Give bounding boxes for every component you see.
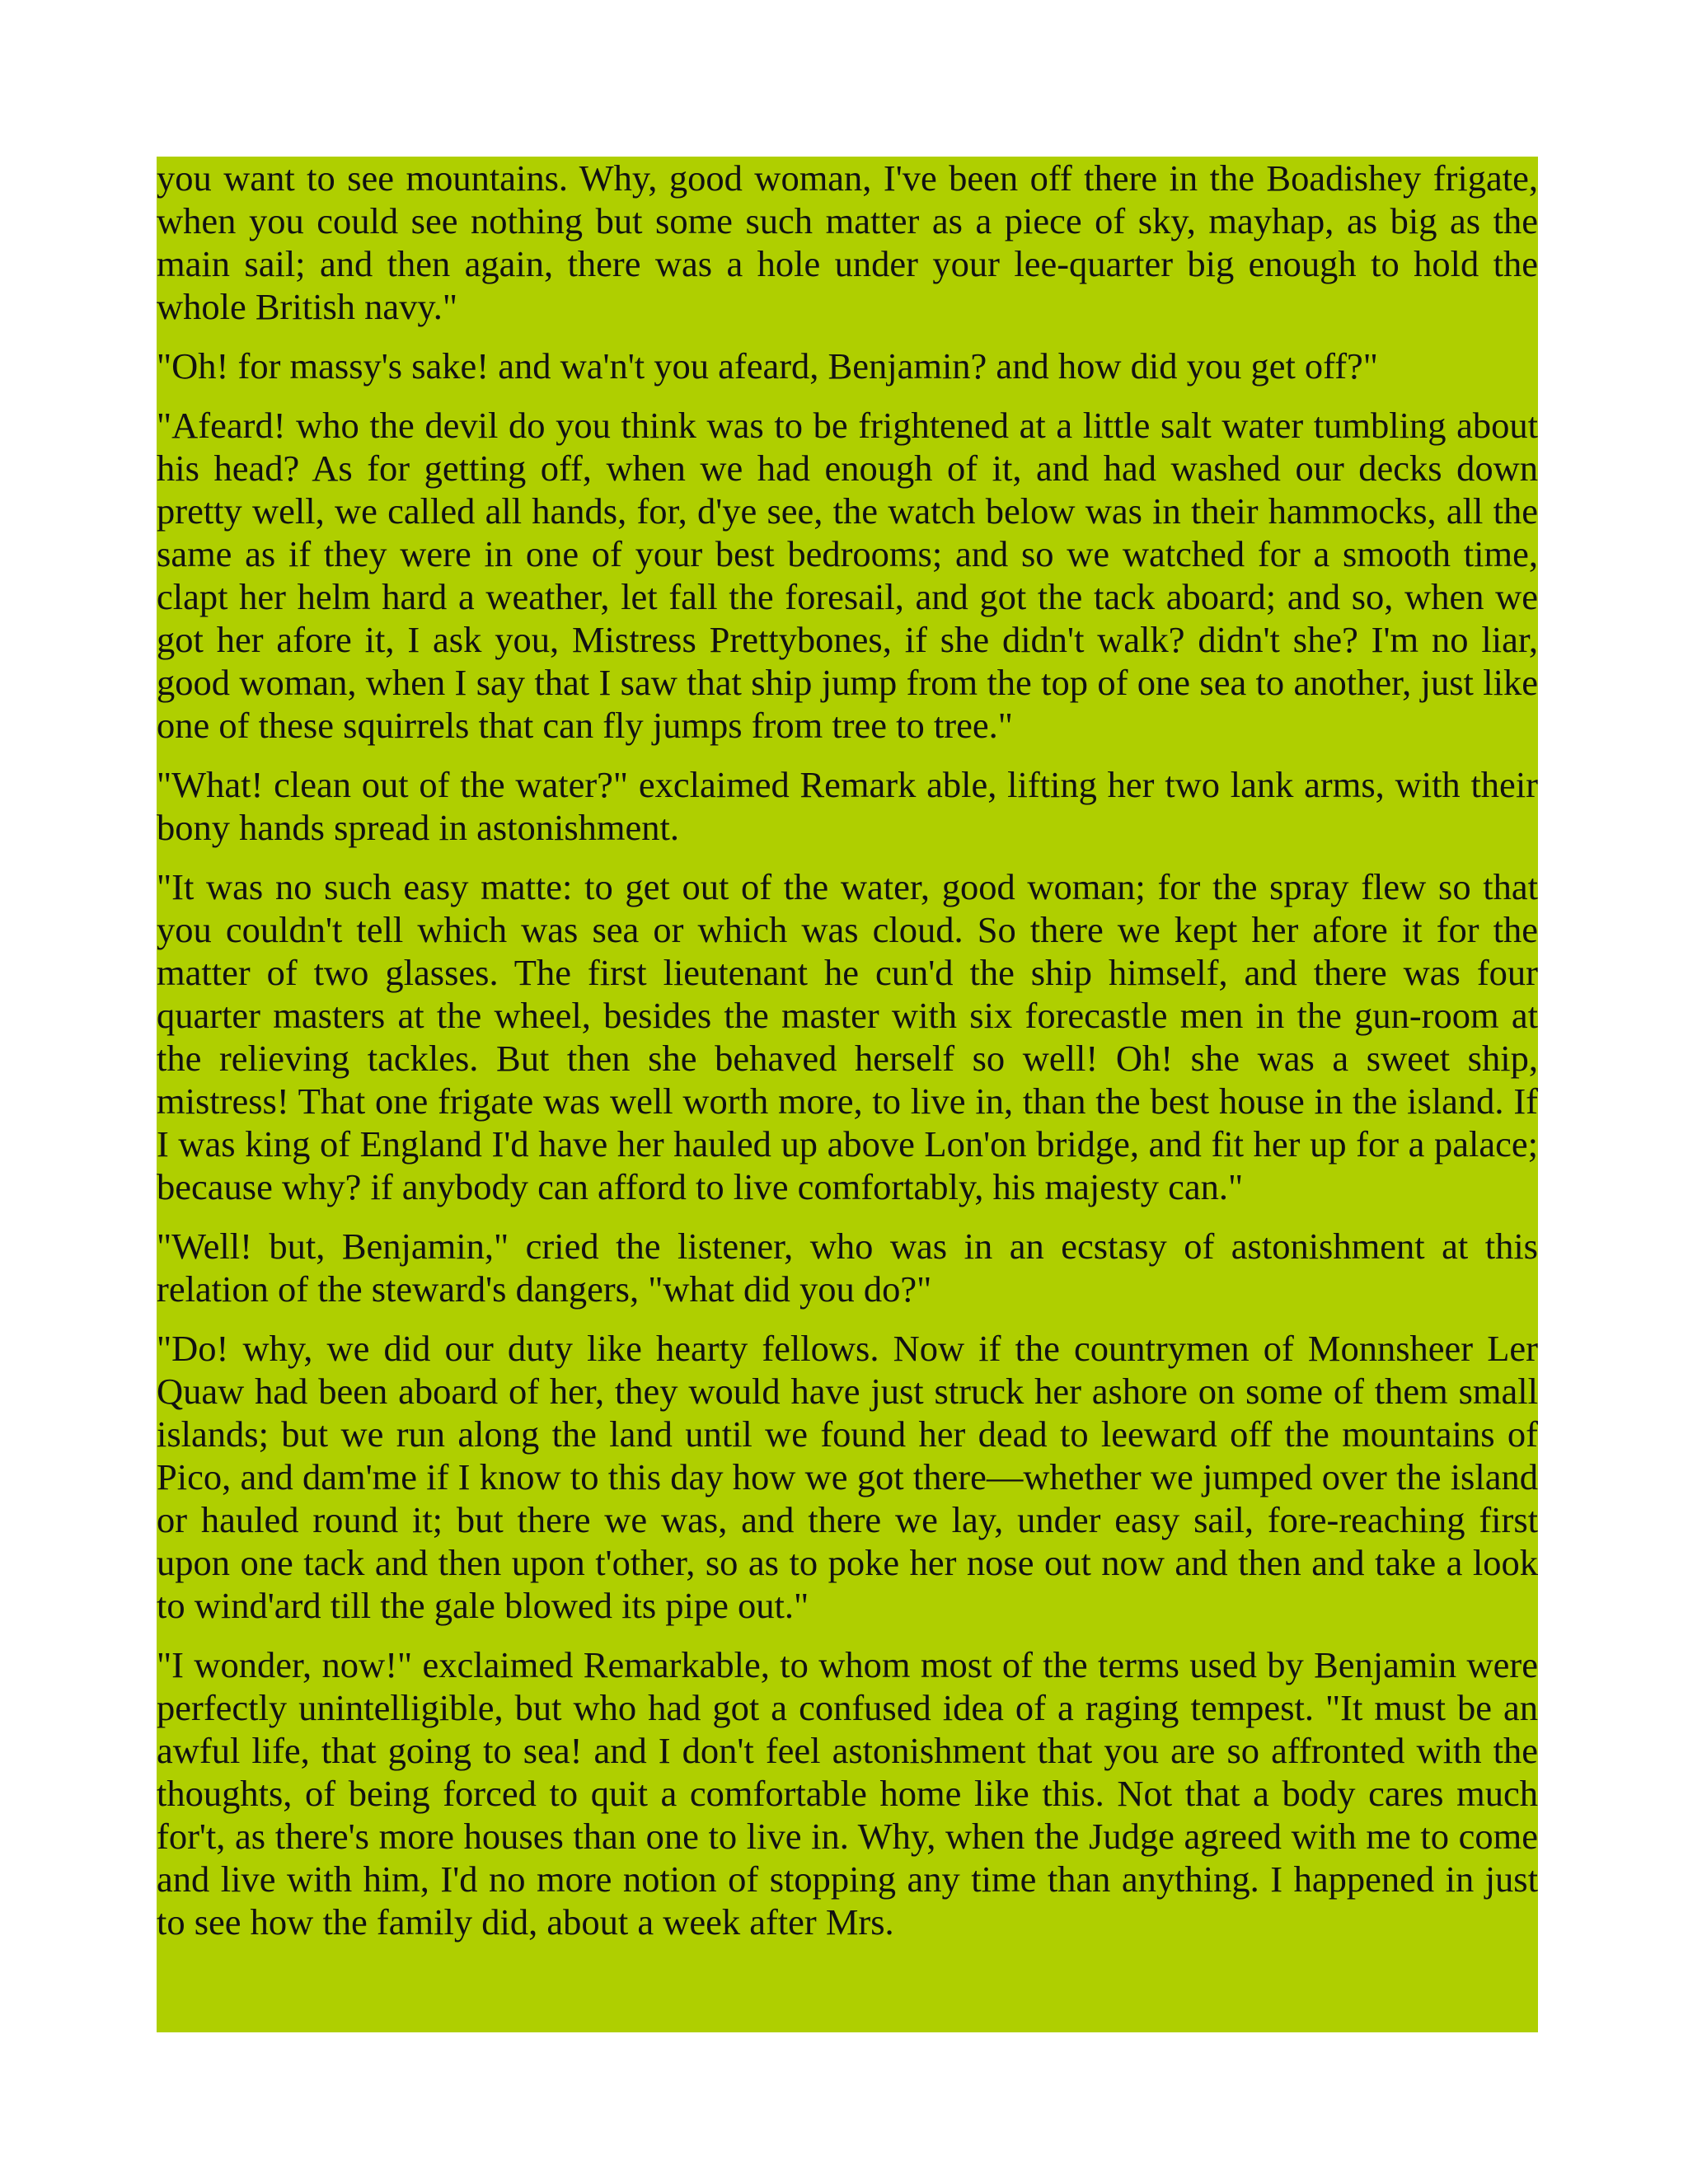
paragraph-2: "Oh! for massy's sake! and wa'n't you afeard, Benjamin? and how did you get off?" xyxy=(157,345,1378,387)
paragraph-7: "Do! why, we did our duty like hearty fellows. Now if the countrymen of Monnsheer Ler Quaw had been aboard of her, they would have just struck her ashore on some of them small islands; but we run along the land until we found her dead to leeward off the mountains of Pico, and dam'me if I know to this day how we got there—whether we jumped over the island or hauled round it; but there we was, and there we lay, under easy sail, fore-reaching first upon one tack and then upon t'other, so as to poke her nose out now and then and take a look to wind'ard till the gale blowed its pipe out." xyxy=(157,1328,1538,1626)
paragraph-6: "Well! but, Benjamin," cried the listener, who was in an ecstasy of astonishment at this relation of the steward's dangers, "what did you do?" xyxy=(157,1226,1538,1310)
paragraph-4: "What! clean out of the water?" exclaimed Remark able, lifting her two lank arms, with their bony hands spread in astonishment. xyxy=(157,764,1538,848)
paragraph-1: you want to see mountains. Why, good woman, I've been off there in the Boadishey frigate, when you could see nothing but some such matter as a piece of sky, mayhap, as big as the main sail; and then again, there was a hole under your lee-quarter big enough to hold the whole British navy." xyxy=(157,157,1538,327)
paragraph-3: "Afeard! who the devil do you think was to be frightened at a little salt water tumbling about his head? As for getting off, when we had enough of it, and had washed our decks down pretty well, we called all hands, for, d'ye see, the watch below was in their hammocks, all the same as if they were in one of your best bedrooms; and so we watched for a smooth time, clapt her helm hard a weather, let fall the foresail, and got the tack aboard; and so, when we got her afore it, I ask you, Mistress Prettybones, if she didn't walk? didn't she? I'm no liar, good woman, when I say that I saw that ship jump from the top of one sea to another, just like one of these squirrels that can fly jumps from tree to tree." xyxy=(157,405,1538,746)
paragraph-5: "It was no such easy matte: to get out of the water, good woman; for the spray flew so that you couldn't tell which was sea or which was cloud. So there we kept her afore it for the matter of two glasses. The first lieutenant he cun'd the ship himself, and there was four quarter masters at the wheel, besides the master with six forecastle men in the gun-room at the relieving tackles. But then she behaved herself so well! Oh! she was a sweet ship, mistress! That one frigate was well worth more, to live in, than the best house in the island. If I was king of England I'd have her hauled up above Lon'on bridge, and fit her up for a palace; because why? if anybody can afford to live comfortably, his majesty can." xyxy=(157,866,1538,1207)
paragraph-8: "I wonder, now!" exclaimed Remarkable, to whom most of the terms used by Benjamin were perfectly unintelligible, but who had got a confused idea of a raging tempest. "It must be an awful life, that going to sea! and I don't feel astonishment that you are so affronted with the thoughts, of being forced to quit a comfortable home like this. Not that a body cares much for't, as there's more houses than one to live in. Why, when the Judge agreed with me to come and live with him, I'd no more notion of stopping any time than anything. I happened in just to see how the family did, about a week after Mrs. xyxy=(157,1644,1538,1943)
highlighted-text-block xyxy=(157,157,1538,2032)
